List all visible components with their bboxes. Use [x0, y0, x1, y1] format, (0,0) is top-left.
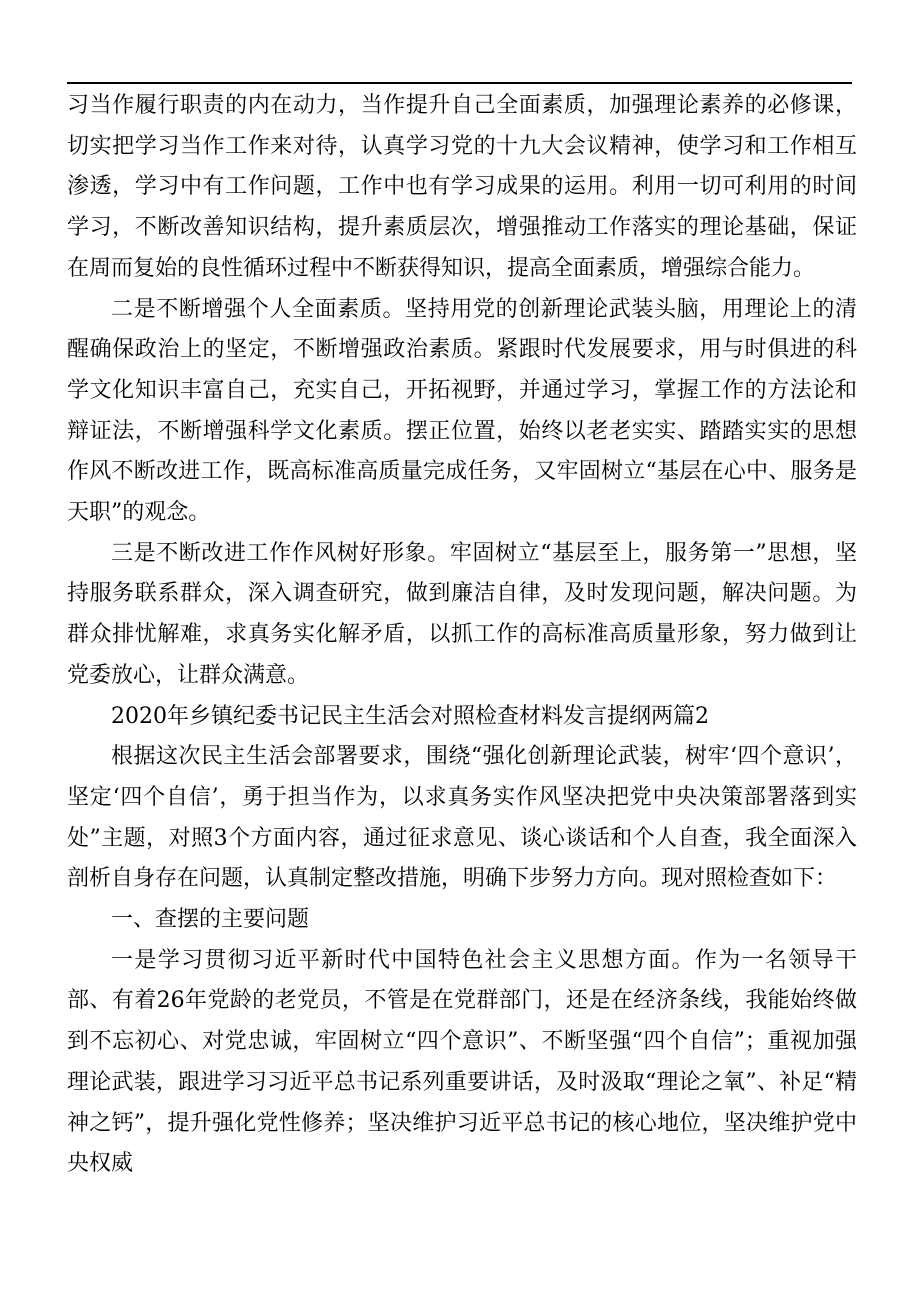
header-rule — [67, 82, 852, 84]
document-body — [67, 86, 857, 1185]
section-title: 2020年乡镇纪委书记民主生活会对照检查材料发言提纲两篇2 — [111, 703, 709, 729]
paragraph-personal-quality: 二是不断增强个人全面素质。坚持用党的创新理论武装头脑，用理论上的清醒确保政治上的坚定，不断增强政治素质。紧跟时代发展要求，用与时俱进的科学文化知识丰富自己，充实自己，开拓视野，并通过学习，掌握工作的方法论和辩证法，不断增强科学文化素质。摆正位置，始终以老老实实、踏踏实实的思想作风不断改进工作，既高标准高质量完成任务，又牢固树立“基层在心中、服务是天职”的观念。 — [67, 296, 857, 526]
paragraph-study-thought: 一是学习贯彻习近平新时代中国特色社会主义思想方面。作为一名领导干部、有着26年党龄的老党员，不管是在党群部门，还是在经济条线，我能始终做到不忘初心、对党忠诚，牢固树立“四个意识”、不断坚强“四个自信”；重视加强理论武装，跟进学习习近平总书记系列重要讲话，及时汲取“理论之氧”、补足“精神之钙”，提升强化党性修养；坚决维护习近平总书记的核心地位，坚决维护党中央权威 — [67, 947, 857, 1177]
section-heading-problems: 一、查摆的主要问题 — [111, 907, 310, 933]
paragraph-continuation: 习当作履行职责的内在动力，当作提升自己全面素质，加强理论素养的必修课，切实把学习当作工作来对待，认真学习党的十九大会议精神，使学习和工作相互渗透，学习中有工作问题，工作中也有学习成果的运用。利用一切可利用的时间学习，不断改善知识结构，提升素质层次，增强推动工作落实的理论基础，保证在周而复始的良性循环过程中不断获得知识，提高全面素质，增强综合能力。 — [67, 93, 857, 281]
paragraph-intro: 根据这次民主生活会部署要求，围绕“强化创新理论武装，树牢‘四个意识’，坚定‘四个自信’，勇于担当作为，以求真务实作风坚决把党中央决策部署落到实处”主题，对照3个方面内容，通过征求意见、谈心谈话和个人自查，我全面深入剖析自身存在问题，认真制定整改措施，明确下步努力方向。现对照检查如下： — [67, 744, 857, 892]
paragraph-work-style: 三是不断改进工作作风树好形象。牢固树立“基层至上，服务第一”思想，坚持服务联系群众，深入调查研究，做到廉洁自律，及时发现问题，解决问题。为群众排忧解难，求真务实化解矛盾，以抓工作的高标准高质量形象，努力做到让党委放心，让群众满意。 — [67, 540, 857, 688]
